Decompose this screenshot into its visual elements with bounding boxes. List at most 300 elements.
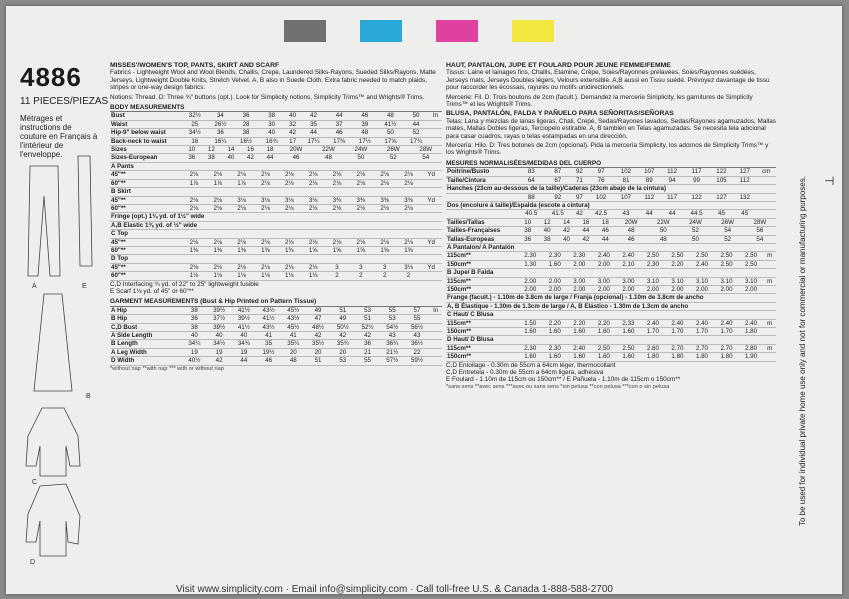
interfacing-text: C,D Interfacing ¾ yd. of 22" to 25" lightweight fusible <box>110 280 259 288</box>
table-cell: 2⅛ <box>349 179 373 187</box>
table-cell: 39½ <box>207 323 232 331</box>
table-cell: 1.70 <box>641 328 666 336</box>
table-cell <box>420 246 442 254</box>
table-cell: 2.50 <box>714 260 739 268</box>
table-row <box>110 112 442 120</box>
table-cell: 34¼ <box>182 340 207 348</box>
table-cell: 2⅛ <box>301 263 325 271</box>
table-cell: 45½ <box>281 323 306 331</box>
table-cell: 2.20 <box>592 319 617 327</box>
table-cell: 43 <box>405 332 430 340</box>
table-cell: 16 <box>576 219 595 227</box>
table-cell: 2⅛ <box>230 204 254 212</box>
table-cell: 1⅝ <box>373 246 397 254</box>
table-cell: Yd <box>420 171 442 179</box>
table-cell: 102 <box>614 168 637 176</box>
table-cell: 59½ <box>405 357 430 365</box>
row-label: Back-neck to waist <box>110 137 182 145</box>
body-measurements-header: BODY MEASUREMENTS <box>110 104 442 112</box>
table-cell: 49 <box>306 307 331 315</box>
row-label: Sizes <box>110 146 182 154</box>
table-cell: 2.00 <box>616 285 641 293</box>
table-cell: 2.50 <box>641 252 666 260</box>
table-cell: 1⅜ <box>277 246 301 254</box>
table-cell: 48 <box>352 129 378 137</box>
table-cell: 25 <box>182 120 208 128</box>
table-cell: 1.70 <box>714 328 739 336</box>
table-cell: 2⅛ <box>397 204 421 212</box>
table-cell: 2.20 <box>543 319 568 327</box>
title-english: MISSES'/WOMEN'S TOP, PANTS, SKIRT AND SCARF <box>110 62 280 69</box>
table-cell: 41½ <box>256 315 281 323</box>
table-cell: m <box>763 319 776 327</box>
table-cell: 2 <box>325 272 349 280</box>
table-cell: 22W <box>312 146 344 154</box>
row-label: 45"** <box>110 263 182 271</box>
table-cell: 2.30 <box>518 344 543 352</box>
table-cell: 38 <box>182 323 207 331</box>
table-cell: 39½ <box>231 315 256 323</box>
row-label: 115cm** <box>446 252 518 260</box>
table-cell <box>756 176 776 184</box>
table-cell: 17⅜ <box>326 137 352 145</box>
table-cell: 2.40 <box>690 319 715 327</box>
row-label: A,B Elastic 1⅜ yd. of ½" wide <box>110 221 442 229</box>
table-cell <box>763 328 776 336</box>
table-cell: 3⅜ <box>325 196 349 204</box>
table-row <box>446 294 776 302</box>
table-cell: 1.80 <box>690 353 715 361</box>
french-spanish-column <box>446 62 776 391</box>
table-row <box>110 255 442 263</box>
nap-notes-english: *without nap **with nap *** with or without nap <box>110 365 224 372</box>
row-label: 150cm** <box>446 285 518 293</box>
table-cell: 35½ <box>306 340 331 348</box>
table-cell: 44.5 <box>683 210 710 218</box>
row-label: D Top <box>110 255 442 263</box>
table-cell: 2.00 <box>665 285 690 293</box>
table-cell: 3.10 <box>739 277 764 285</box>
table-cell: 2.00 <box>714 285 739 293</box>
table-cell: 44 <box>638 210 661 218</box>
table-cell: 2.40 <box>567 344 592 352</box>
table-cell: 36 <box>182 154 202 162</box>
sketch-label-b: B <box>86 393 91 400</box>
tissus-text: Tissus: Laine et lainages fins, Challis, Etamine, Crêpe, Soies/Rayonnes prélavées, Soies/Rayonnes suédées, Jerseys mats, Jerseys Doubles légers, Velours extensible. A,B aussi en Tissu suédé. Prévoyez davantage de tissu pour raccorder les écossais, rayures ou motifs unidirectionnels. <box>446 69 770 92</box>
row-label: Bust <box>110 112 182 120</box>
table-cell: 14 <box>221 146 241 154</box>
table-cell: 44 <box>596 235 615 243</box>
table-cell <box>429 332 442 340</box>
table-cell: 42 <box>557 227 576 235</box>
color-swatch <box>284 20 326 42</box>
table-cell: 45½ <box>281 307 306 315</box>
row-label: 150cm** <box>446 328 518 336</box>
table-cell: 2⅛ <box>254 179 278 187</box>
table-cell: 1⅝ <box>397 246 421 254</box>
table-cell: 2.40 <box>714 319 739 327</box>
nap-notes-fr-es: *sans sens **avec sens ***avec ou sans sens *sin pelusa **con pelusa ***con o sin pelusa <box>446 383 670 390</box>
table-cell: 1⅛ <box>206 272 230 280</box>
table-cell: 2⅛ <box>349 238 373 246</box>
table-cell: 2.00 <box>543 285 568 293</box>
table-cell: 53 <box>330 357 355 365</box>
table-cell: 44 <box>326 112 352 120</box>
yardage-table <box>110 163 442 281</box>
table-cell: 42 <box>207 357 232 365</box>
table-cell: 3⅛ <box>230 196 254 204</box>
table-cell: 107 <box>638 168 661 176</box>
table-row <box>446 235 776 243</box>
table-cell: 3 <box>349 263 373 271</box>
title-spanish: BLUSA, PANTALÓN, FALDA Y PAÑUELO PARA SEÑORITAS/SEÑORAS <box>446 110 674 118</box>
table-cell: 2.30 <box>641 260 666 268</box>
table-row <box>446 185 776 193</box>
table-cell: 48½ <box>306 323 331 331</box>
table-cell: 3⅜ <box>397 196 421 204</box>
table-cell: 1⅛ <box>254 272 278 280</box>
table-cell: 39 <box>352 120 378 128</box>
table-cell: 50 <box>345 154 377 162</box>
table-cell: 16 <box>241 146 261 154</box>
table-cell: 36 <box>518 235 537 243</box>
measurements-header-fr-es: MESURES NORMALISÉES/MEDIDAS DEL CUERPO <box>446 160 776 168</box>
table-cell: 45 <box>733 210 756 218</box>
table-cell: 19 <box>207 348 232 356</box>
table-cell: 122 <box>710 168 733 176</box>
table-cell: 2.70 <box>665 344 690 352</box>
telas-text: Telas: Lana y mezclas de lanas ligeras, Chali, Crepé, Sedas/Rayones lavados, Sedas/Rayones agamuzados, Mallas mates, Mallas Dobles ligeras, Terciopelo estirable. A, B también en Telas agamuzadas. Se necesita tela adicional para casar cuadros, rayas o telas estampadas en una dirección. <box>446 117 777 140</box>
table-row <box>446 311 776 319</box>
table-cell: 42 <box>306 332 331 340</box>
table-cell: 30 <box>259 120 285 128</box>
row-label: C Haut/ C Blusa <box>446 311 776 319</box>
row-label: Hip-9" below waist <box>110 129 182 137</box>
table-cell: 2.00 <box>567 260 592 268</box>
row-label: Frange (facult.) - 1.10m de 3.8cm de large / Franja (opcional) - 1.10m de 3.8cm de ancho <box>446 294 776 302</box>
table-cell: 52 <box>377 154 409 162</box>
table-row <box>446 219 776 227</box>
table-row <box>446 285 776 293</box>
table-cell: 2⅛ <box>277 171 301 179</box>
table-cell: 1.30 <box>518 260 543 268</box>
table-cell: 2.80 <box>739 344 764 352</box>
table-row <box>110 179 442 187</box>
table-cell: 38 <box>182 307 207 315</box>
row-label <box>446 210 518 218</box>
table-row <box>110 307 442 315</box>
table-cell: 1.60 <box>543 260 568 268</box>
table-cell: 54 <box>410 154 443 162</box>
table-cell: m <box>763 252 776 260</box>
table-cell: 1.60 <box>592 353 617 361</box>
row-label: 60"** <box>110 204 182 212</box>
sizes-table <box>110 146 442 163</box>
row-label: 115cm** <box>446 319 518 327</box>
garment-measurements-table <box>110 307 442 366</box>
table-cell: 97 <box>571 193 588 201</box>
row-label: 115cm** <box>446 277 518 285</box>
table-cell: 57 <box>405 307 430 315</box>
table-cell: 39½ <box>207 307 232 315</box>
table-cell: 1.80 <box>641 353 666 361</box>
table-cell: 55 <box>355 357 380 365</box>
table-cell: 42 <box>241 154 261 162</box>
table-cell <box>420 179 442 187</box>
table-cell: 22 <box>405 348 430 356</box>
table-cell: 17¼ <box>301 137 327 145</box>
table-cell: 2⅛ <box>397 238 421 246</box>
row-label: B Length <box>110 340 182 348</box>
table-row <box>446 201 776 209</box>
table-cell: 20 <box>281 348 306 356</box>
table-row <box>110 272 442 280</box>
table-cell: 17¾ <box>403 137 429 145</box>
color-swatch <box>360 20 402 42</box>
table-cell: 17 <box>285 137 301 145</box>
private-use-notice: To be used for individual private home use only and not for commercial or manufacturing purposes. <box>798 176 807 526</box>
table-cell: 45 <box>710 210 733 218</box>
entretela-text: C,D Entretela - 0.30m de 55cm a 64cm ligera, adhesiva <box>446 369 604 377</box>
table-row <box>446 252 776 260</box>
table-cell: 2.00 <box>518 277 543 285</box>
table-cell: 2⅛ <box>325 171 349 179</box>
table-cell: 1⅛ <box>182 272 206 280</box>
table-cell: 44 <box>260 154 280 162</box>
tailles-table <box>446 219 776 244</box>
table-cell: 2⅛ <box>397 179 421 187</box>
pattern-envelope-back <box>6 6 842 594</box>
table-cell: 10 <box>518 219 537 227</box>
table-cell <box>429 315 442 323</box>
table-cell: 57½ <box>380 357 405 365</box>
table-cell: 42 <box>355 332 380 340</box>
table-cell: 34¾ <box>231 340 256 348</box>
table-cell: 2.00 <box>739 285 764 293</box>
table-cell: 50 <box>378 129 404 137</box>
table-cell: 17⅝ <box>378 137 404 145</box>
arrow-icon: ⊣ <box>824 174 835 188</box>
table-cell: 51 <box>306 357 331 365</box>
table-cell: 127 <box>733 168 756 176</box>
table-cell: 14 <box>557 219 576 227</box>
table-cell: 1⅞ <box>206 179 230 187</box>
table-cell: 94 <box>661 176 683 184</box>
table-cell: 44 <box>301 129 327 137</box>
table-row <box>110 154 442 162</box>
color-swatch <box>436 20 478 42</box>
table-cell: 2.50 <box>592 344 617 352</box>
table-cell: 2.00 <box>518 285 543 293</box>
table-cell: 56½ <box>405 323 430 331</box>
table-cell: 40 <box>182 332 207 340</box>
row-label: Tailles/Tallas <box>446 219 518 227</box>
table-cell: 42 <box>576 235 595 243</box>
merceria-text: Mercería: Hilo. D: Tres botones de 2cm (opcional). Pida la mercería Simplicity, los adornos de Simplicity Trims™ y los Wrights® Trims. <box>446 142 769 157</box>
table-cell: 2.50 <box>739 252 764 260</box>
table-cell: 3⅛ <box>277 196 301 204</box>
table-row <box>110 171 442 179</box>
table-cell: 40 <box>285 112 301 120</box>
table-row <box>110 196 442 204</box>
table-cell: 2⅛ <box>349 204 373 212</box>
table-cell: 16 <box>182 137 208 145</box>
table-row <box>110 146 442 154</box>
table-row <box>446 260 776 268</box>
table-cell: 53 <box>380 315 405 323</box>
table-cell: 50½ <box>330 323 355 331</box>
row-label: 150cm** <box>446 353 518 361</box>
table-cell <box>756 193 776 201</box>
table-cell: 3⅜ <box>373 196 397 204</box>
table-cell: 67 <box>545 176 572 184</box>
row-label: Waist <box>110 120 182 128</box>
table-cell <box>763 285 776 293</box>
table-cell: 2.50 <box>616 344 641 352</box>
table-cell: 112 <box>661 168 683 176</box>
table-cell: 20W <box>280 146 312 154</box>
table-cell <box>420 272 442 280</box>
table-cell: 54 <box>744 235 776 243</box>
table-cell: 2⅛ <box>206 238 230 246</box>
scarf-sketch <box>78 156 92 266</box>
table-cell: 2⅛ <box>182 171 206 179</box>
table-cell: 51 <box>355 315 380 323</box>
row-label: 45"** <box>110 196 182 204</box>
table-cell: 41½ <box>231 307 256 315</box>
row-label: 45"** <box>110 238 182 246</box>
table-cell: 2 <box>397 272 421 280</box>
table-cell: 44 <box>576 227 595 235</box>
table-cell: 3.10 <box>714 277 739 285</box>
table-cell: 37½ <box>207 315 232 323</box>
table-cell: 2⅛ <box>182 204 206 212</box>
table-cell: 24W <box>345 146 377 154</box>
table-cell: 2.30 <box>567 252 592 260</box>
table-row <box>446 269 776 277</box>
table-cell: 2⅛ <box>325 238 349 246</box>
contact-footer: Visit www.simplicity.com · Email info@simplicity.com · Call toll-free U.S. & Canada 1-888-588-2700 <box>176 584 613 594</box>
table-cell: 2⅛ <box>301 204 325 212</box>
sketch-label-a: A <box>32 283 37 290</box>
table-cell: 1.60 <box>543 353 568 361</box>
table-cell: 112 <box>638 193 661 201</box>
table-cell: 35¾ <box>330 340 355 348</box>
scarf-text: E Scarf 1⅛ yd. of 45" or 60"** <box>110 287 194 295</box>
table-row <box>110 323 442 331</box>
table-cell: 19½ <box>256 348 281 356</box>
table-row <box>446 302 776 310</box>
table-cell: 89 <box>638 176 661 184</box>
table-cell: 34½ <box>182 129 208 137</box>
table-cell: 36 <box>182 315 207 323</box>
table-row <box>110 204 442 212</box>
table-cell <box>429 357 442 365</box>
table-cell: 1⅛ <box>277 272 301 280</box>
metric-yardage-table <box>446 244 776 362</box>
table-cell: 21 <box>355 348 380 356</box>
table-cell: 46 <box>615 235 647 243</box>
table-cell: 18 <box>596 219 615 227</box>
table-cell: 1.60 <box>616 328 641 336</box>
row-label: A Pantalon/ A Pantalón <box>446 244 776 252</box>
table-row <box>110 120 442 128</box>
table-cell: 2⅛ <box>230 238 254 246</box>
garment-sketches <box>20 146 116 566</box>
table-cell: 2.30 <box>518 252 543 260</box>
table-cell: 28W <box>744 219 776 227</box>
table-cell: 2.20 <box>567 319 592 327</box>
row-label: A Pants <box>110 163 442 171</box>
table-cell <box>429 348 442 356</box>
row-label: D Width <box>110 357 182 365</box>
table-cell: 35 <box>301 120 327 128</box>
table-cell: 2⅛ <box>206 263 230 271</box>
table-cell: 49 <box>330 315 355 323</box>
table-cell: 52 <box>403 129 429 137</box>
table-cell: 43½ <box>256 307 281 315</box>
table-cell: 2⅛ <box>277 204 301 212</box>
table-cell: 2.40 <box>641 319 666 327</box>
row-label: Sizes-European <box>110 154 182 162</box>
table-cell: 16¼ <box>208 137 234 145</box>
table-cell: 2.40 <box>739 319 764 327</box>
table-cell: 64 <box>518 176 545 184</box>
title-french: HAUT, PANTALON, JUPE ET FOULARD POUR JEUNE FEMME/FEMME <box>446 62 671 69</box>
table-cell: 41½ <box>231 323 256 331</box>
row-label: Taille/Cintura <box>446 176 518 184</box>
row-label <box>446 193 518 201</box>
table-cell: 2⅛ <box>373 238 397 246</box>
table-cell <box>429 340 442 348</box>
table-cell: 117 <box>683 168 710 176</box>
table-cell: 1.50 <box>518 319 543 327</box>
table-cell: 2.00 <box>567 285 592 293</box>
table-cell <box>420 204 442 212</box>
table-cell: 2.00 <box>641 285 666 293</box>
table-cell: 10 <box>182 146 202 154</box>
table-cell: Yd <box>420 238 442 246</box>
table-cell: 2.30 <box>543 252 568 260</box>
table-cell: 56 <box>744 227 776 235</box>
table-cell: 88 <box>518 193 545 201</box>
table-cell: 1.60 <box>567 328 592 336</box>
table-cell: 40 <box>259 129 285 137</box>
table-cell: 87 <box>545 168 572 176</box>
table-cell: 24W <box>679 219 711 227</box>
table-cell: 38 <box>537 235 556 243</box>
table-cell: 2⅛ <box>325 179 349 187</box>
table-cell: 2⅛ <box>397 171 421 179</box>
table-cell: 3⅛ <box>397 263 421 271</box>
table-cell: 41.5 <box>545 210 572 218</box>
mercerie-text: Mercerie: Fil. D: Trois boutons de 2cm (facult.). Demandez la mercerie Simplicity, les garnitures de Simplicity Trims™ et les Wrights® Trims. <box>446 93 753 109</box>
table-cell: 1.90 <box>739 353 764 361</box>
table-row <box>110 246 442 254</box>
table-cell: 42 <box>571 210 588 218</box>
table-cell: 40 <box>231 332 256 340</box>
table-cell: 34½ <box>207 340 232 348</box>
table-row <box>446 344 776 352</box>
table-cell: 38 <box>233 129 259 137</box>
table-cell: 12 <box>537 219 556 227</box>
table-cell: 18 <box>260 146 280 154</box>
table-cell: 1.80 <box>665 353 690 361</box>
table-cell: 52 <box>679 227 711 235</box>
table-cell: 2.40 <box>665 319 690 327</box>
table-cell: 40 <box>557 235 576 243</box>
table-cell: 20 <box>330 348 355 356</box>
